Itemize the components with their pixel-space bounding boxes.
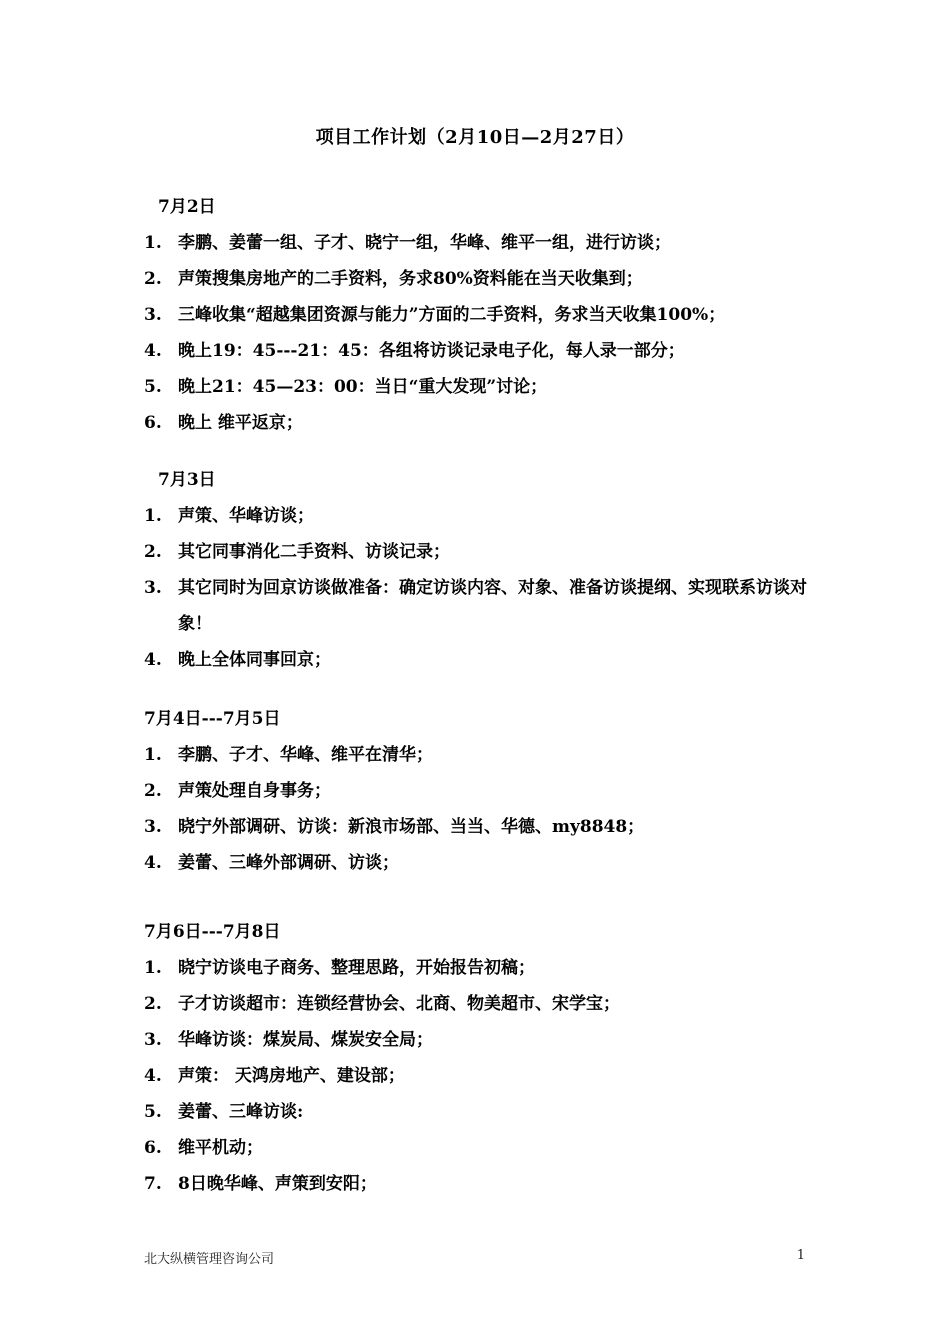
item-text: 晓宁访谈电子商务、整理思路，开始报告初稿； [178,958,535,978]
list-item [144,986,824,1022]
item-text: 姜蕾、三峰外部调研、访谈； [178,853,399,873]
list-item [144,950,824,986]
item-text: 李鹏、姜蕾一组、子才、晓宁一组，华峰、维平一组，进行访谈； [178,233,671,253]
item-number: 5. [144,377,162,397]
item-text: 晚上19：45---21：45：各组将访谈记录电子化，每人录一部分； [178,341,685,361]
item-number: 3. [144,1030,162,1050]
section-heading: 7月2日 [158,197,216,217]
item-number: 4. [144,853,162,873]
item-number: 2. [144,542,162,562]
list-item [144,333,824,369]
list-item [144,570,824,642]
list-item [144,534,824,570]
item-text: 姜蕾、三峰访谈: [178,1102,304,1122]
list-item [144,405,824,441]
section-heading: 7月6日---7月8日 [144,922,281,942]
item-number: 3. [144,817,162,837]
item-text: 华峰访谈：煤炭局、煤炭安全局； [178,1030,433,1050]
item-text: 李鹏、子才、华峰、维平在清华； [178,745,433,765]
item-number: 6. [144,413,162,433]
list-item [144,261,824,297]
item-number: 4. [144,1066,162,1086]
list-item [144,1058,824,1094]
item-number: 5. [144,1102,162,1122]
item-text: 晚上21：45—23：00：当日“重大发现”讨论； [178,377,548,397]
item-number: 6. [144,1138,162,1158]
item-number: 1. [144,233,162,253]
item-text: 其它同时为回京访谈做准备：确定访谈内容、对象、准备访谈提纲、实现联系访谈对象！ [178,578,807,634]
list-item [144,809,824,845]
item-text: 其它同事消化二手资料、访谈记录； [178,542,450,562]
item-text: 8日晚华峰、声策到安阳； [178,1174,377,1194]
item-number: 1. [144,506,162,526]
item-number: 3. [144,305,162,325]
list-item [144,297,824,333]
page-number: 1 [796,1248,805,1263]
item-text: 子才访谈超市：连锁经营协会、北商、物美超市、宋学宝； [178,994,620,1014]
item-text: 声策、华峰访谈； [178,506,314,526]
item-number: 1. [144,958,162,978]
item-text: 晓宁外部调研、访谈：新浪市场部、当当、华德、my8848； [178,817,645,837]
section-jul-6-8 [144,914,824,1202]
item-text: 晚上 维平返京； [178,413,303,433]
section-jul-4-5 [144,701,824,881]
section-heading: 7月4日---7月5日 [144,709,281,729]
section-jul-3 [144,462,824,678]
item-number: 4. [144,341,162,361]
list-item [144,737,824,773]
item-number: 1. [144,745,162,765]
item-text: 维平机动； [178,1138,263,1158]
list-item [144,642,824,678]
list-item [144,225,824,261]
list-item [144,1130,824,1166]
list-item [144,1166,824,1202]
item-number: 2. [144,994,162,1014]
section-jul-2 [144,189,824,441]
page-title: 项目工作计划（2月10日—2月27日） [315,127,635,148]
list-item [144,369,824,405]
list-item [144,498,824,534]
item-text: 声策搜集房地产的二手资料，务求80%资料能在当天收集到； [178,269,643,289]
item-number: 2. [144,269,162,289]
item-number: 4. [144,650,162,670]
item-text: 声策处理自身事务； [178,781,331,801]
list-item [144,1022,824,1058]
item-number: 3. [144,578,162,598]
list-item [144,1094,824,1130]
item-number: 7. [144,1174,162,1194]
item-text: 声策： 天鸿房地产、建设部； [178,1066,405,1086]
item-text: 三峰收集“超越集团资源与能力”方面的二手资料，务求当天收集100%； [178,305,726,325]
item-text: 晚上全体同事回京； [178,650,331,670]
list-item [144,845,824,881]
item-number: 2. [144,781,162,801]
list-item [144,773,824,809]
footer-company: 北大纵横管理咨询公司 [144,1252,275,1267]
section-heading: 7月3日 [158,470,216,490]
